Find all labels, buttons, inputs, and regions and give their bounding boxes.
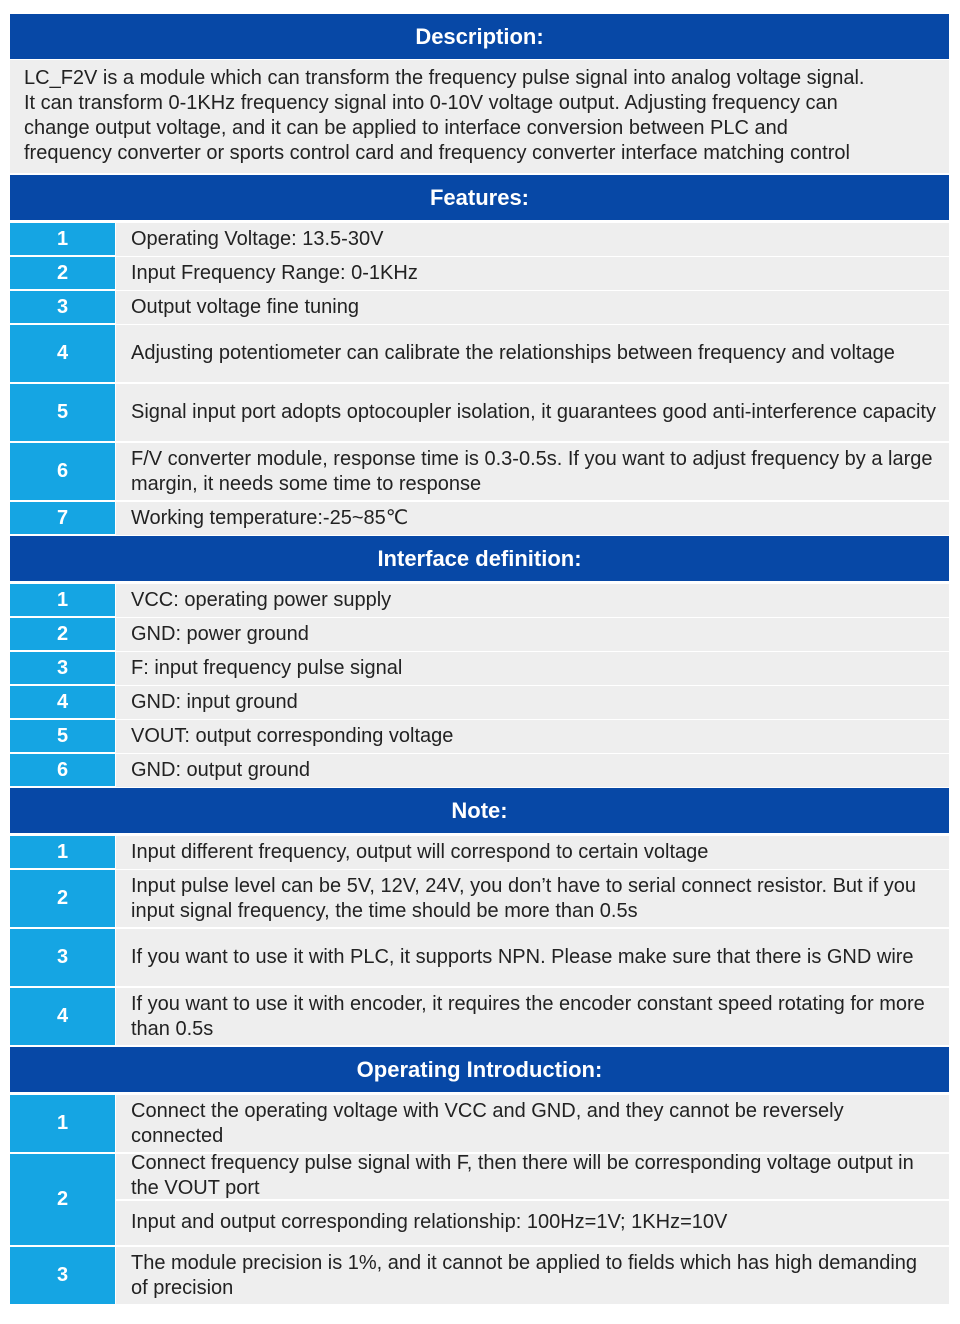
row-number: 3 bbox=[10, 291, 115, 323]
row-number: 7 bbox=[10, 502, 115, 534]
interface-row bbox=[10, 754, 949, 786]
row-text: Working temperature:-25~85℃ bbox=[116, 502, 949, 535]
note-row bbox=[10, 870, 949, 927]
row-text: GND: input ground bbox=[116, 686, 949, 719]
row-text: F/V converter module, response time is 0.3-0.5s. If you want to adjust frequency by a large margin, it needs some time to response bbox=[116, 443, 949, 500]
row-number: 6 bbox=[10, 443, 115, 500]
feature-row bbox=[10, 223, 949, 255]
description-line: frequency converter or sports control card and frequency converter interface matching control bbox=[24, 142, 850, 164]
row-number: 3 bbox=[10, 929, 115, 986]
operating-row bbox=[10, 1154, 949, 1245]
row-text: If you want to use it with PLC, it supports NPN. Please make sure that there is GND wire bbox=[116, 929, 949, 986]
row-number: 1 bbox=[10, 836, 115, 868]
note-header: Note: bbox=[10, 788, 949, 833]
row-text: VCC: operating power supply bbox=[116, 584, 949, 617]
row-number: 1 bbox=[10, 223, 115, 255]
feature-row bbox=[10, 384, 949, 441]
row-text: Input Frequency Range: 0-1KHz bbox=[116, 257, 949, 290]
interface-header: Interface definition: bbox=[10, 536, 949, 581]
row-text: Connect frequency pulse signal with F, then there will be corresponding voltage output in the VOUT port bbox=[116, 1154, 949, 1199]
row-number: 2 bbox=[10, 618, 115, 650]
row-text: Adjusting potentiometer can calibrate the relationships between frequency and voltage bbox=[116, 325, 949, 382]
row-number: 6 bbox=[10, 754, 115, 786]
row-number: 2 bbox=[10, 1154, 115, 1245]
feature-row bbox=[10, 502, 949, 534]
description-body bbox=[10, 60, 949, 173]
row-text: Input different frequency, output will correspond to certain voltage bbox=[116, 836, 949, 869]
description-line: LC_F2V is a module which can transform the frequency pulse signal into analog voltage signal. bbox=[24, 67, 865, 89]
row-text: Connect the operating voltage with VCC and GND, and they cannot be reversely connected bbox=[116, 1095, 949, 1152]
features-list bbox=[10, 223, 949, 534]
row-text-extra: Input and output corresponding relationship: 100Hz=1V; 1KHz=10V bbox=[116, 1201, 949, 1246]
row-number: 2 bbox=[10, 870, 115, 927]
feature-row bbox=[10, 443, 949, 500]
interface-row bbox=[10, 652, 949, 684]
description-line: change output voltage, and it can be applied to interface conversion between PLC and bbox=[24, 117, 788, 139]
row-number: 5 bbox=[10, 720, 115, 752]
row-number: 1 bbox=[10, 584, 115, 616]
row-text: Signal input port adopts optocoupler isolation, it guarantees good anti-interference capacity bbox=[116, 384, 949, 441]
row-text: GND: power ground bbox=[116, 618, 949, 651]
operating-row bbox=[10, 1247, 949, 1304]
interface-row bbox=[10, 618, 949, 650]
features-header: Features: bbox=[10, 175, 949, 220]
interface-row bbox=[10, 720, 949, 752]
operating-row bbox=[10, 1095, 949, 1152]
feature-row bbox=[10, 257, 949, 289]
interface-list bbox=[10, 584, 949, 786]
row-number: 3 bbox=[10, 1247, 115, 1304]
row-text: Output voltage fine tuning bbox=[116, 291, 949, 324]
row-text: Input pulse level can be 5V, 12V, 24V, you don’t have to serial connect resistor. But if you input signal frequency, the time should be more than 0.5s bbox=[116, 870, 949, 927]
note-row bbox=[10, 929, 949, 986]
row-number: 4 bbox=[10, 325, 115, 382]
row-number: 1 bbox=[10, 1095, 115, 1152]
row-number: 2 bbox=[10, 257, 115, 289]
interface-row bbox=[10, 584, 949, 616]
note-row bbox=[10, 988, 949, 1045]
note-list bbox=[10, 836, 949, 1045]
row-text: If you want to use it with encoder, it requires the encoder constant speed rotating for more than 0.5s bbox=[116, 988, 949, 1045]
description-line: It can transform 0-1KHz frequency signal into 0-10V voltage output. Adjusting frequency can bbox=[24, 92, 838, 114]
row-number: 3 bbox=[10, 652, 115, 684]
row-text-group bbox=[116, 1154, 949, 1245]
note-row bbox=[10, 836, 949, 868]
row-text: GND: output ground bbox=[116, 754, 949, 787]
row-number: 4 bbox=[10, 686, 115, 718]
row-text: F: input frequency pulse signal bbox=[116, 652, 949, 685]
operating-header: Operating Introduction: bbox=[10, 1047, 949, 1092]
row-text: The module precision is 1%, and it cannot be applied to fields which has high demanding of precision bbox=[116, 1247, 949, 1304]
description-header: Description: bbox=[10, 14, 949, 59]
row-text: VOUT: output corresponding voltage bbox=[116, 720, 949, 753]
operating-list bbox=[10, 1095, 949, 1304]
row-number: 5 bbox=[10, 384, 115, 441]
row-number: 4 bbox=[10, 988, 115, 1045]
interface-row bbox=[10, 686, 949, 718]
spec-sheet bbox=[10, 14, 949, 1304]
feature-row bbox=[10, 291, 949, 323]
row-text: Operating Voltage: 13.5-30V bbox=[116, 223, 949, 256]
feature-row bbox=[10, 325, 949, 382]
